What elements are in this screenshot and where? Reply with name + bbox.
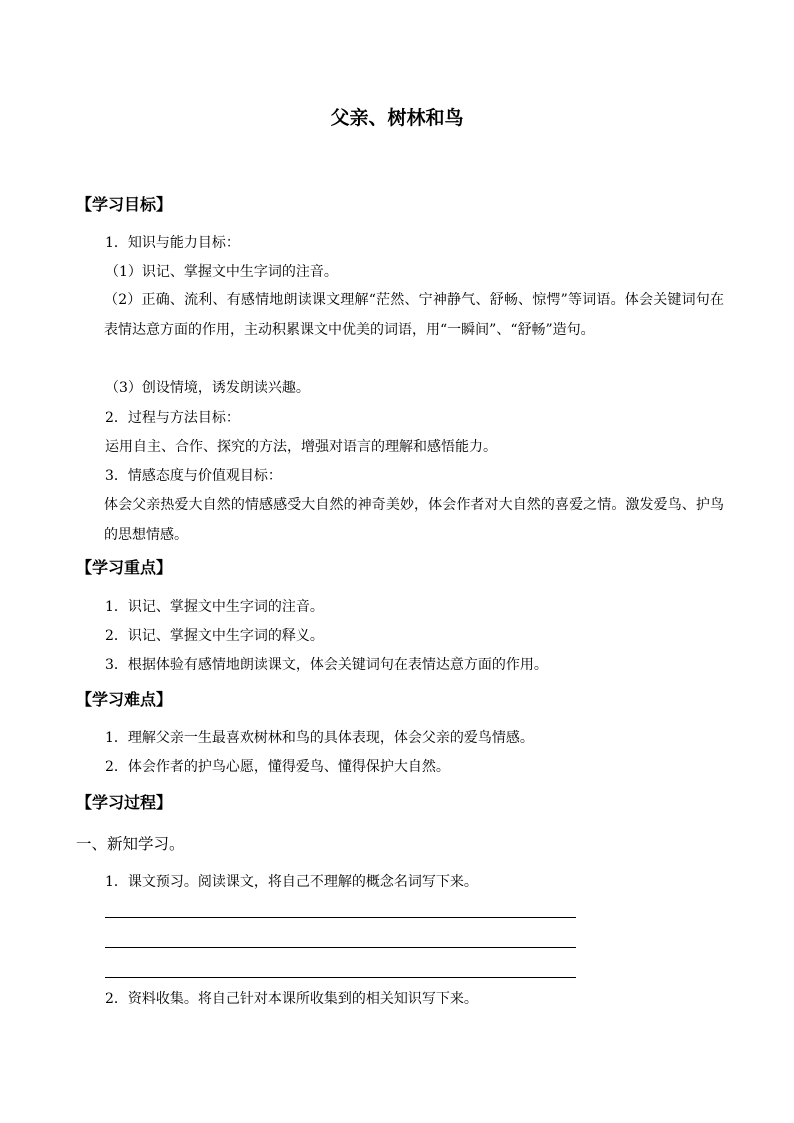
difficulty-1: 1．理解父亲一生最喜欢树林和鸟的具体表现，体会父亲的爱鸟情感。 (105, 730, 534, 746)
answer-line-2 (105, 947, 576, 948)
key-point-2: 2．识记、掌握文中生字词的释义。 (105, 628, 324, 644)
objective-sub-2 (104, 285, 724, 345)
section-new-knowledge: 一、新知学习。 (76, 835, 185, 853)
answer-line-1 (105, 917, 576, 918)
objective-sub-1: （1）识记、掌握文中生字词的注音。 (105, 264, 338, 280)
objective-item-3: 3．情感态度与价值观目标： (105, 468, 282, 484)
objective-item-1: 1．知识与能力目标： (105, 235, 240, 251)
key-point-3: 3．根据体验有感情地朗读课文，体会关键词句在表情达意方面的作用。 (105, 657, 548, 673)
process-heading: 【学习过程】 (76, 793, 173, 812)
objectives-heading: 【学习目标】 (76, 195, 173, 214)
difficulty-2: 2．体会作者的护鸟心愿，懂得爱鸟、懂得保护大自然。 (105, 759, 450, 775)
page-title: 父亲、树林和鸟 (330, 107, 464, 129)
key-point-1: 1．识记、掌握文中生字词的注音。 (105, 599, 324, 615)
objective-sub-3: （3）创设情境，诱发朗读兴趣。 (105, 380, 310, 396)
objective-sub-2-text: （2）正确、流利、有感情地朗读课文理解“茫然、宁神静气、舒畅、惊愕”等词语。体会关键词句在表情达意方面的作用，主动积累课文中优美的词语，用“一瞬间”、“舒畅”造句。 (104, 292, 724, 338)
difficulties-heading: 【学习难点】 (76, 690, 173, 709)
objective-item-3-text: 体会父亲热爱大自然的情感感受大自然的神奇美妙，体会作者对大自然的喜爱之情。激发爱鸟、护鸟的思想情感。 (104, 497, 724, 543)
objective-item-2: 2．过程与方法目标： (105, 410, 240, 426)
task-collect: 2．资料收集。将自己针对本课所收集到的相关知识写下来。 (105, 991, 478, 1007)
answer-line-3 (105, 977, 576, 978)
task-preview: 1．课文预习。阅读课文，将自己不理解的概念名词写下来。 (105, 874, 478, 890)
key-points-heading: 【学习重点】 (76, 558, 173, 577)
objective-item-2-text: 运用自主、合作、探究的方法，增强对语言的理解和感悟能力。 (105, 439, 497, 455)
